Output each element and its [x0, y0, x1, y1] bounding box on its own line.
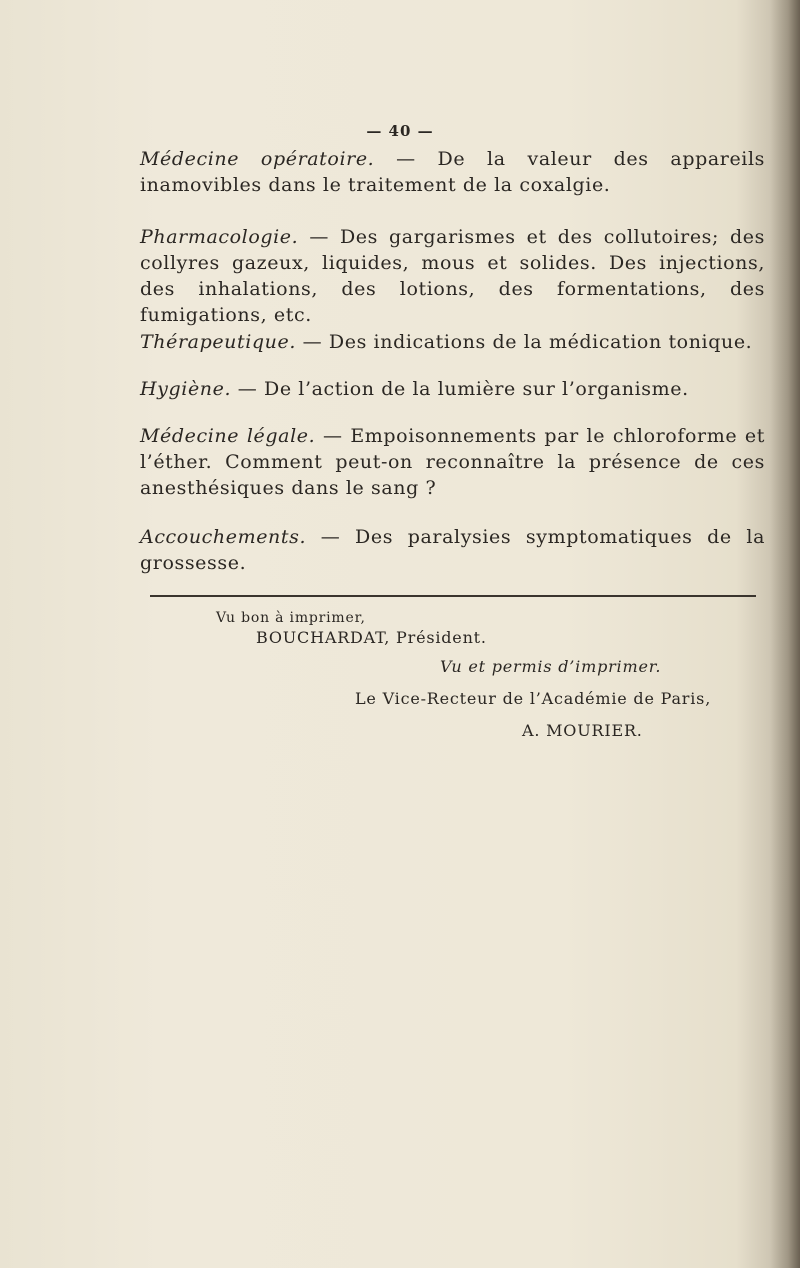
section-text: — Empoisonnements par le chloroforme et l’éther. Comment peut-on reconnaître la présence de ces anesthésiques dans le sang ?	[140, 425, 765, 499]
section-heading: Accouchements.	[140, 526, 307, 548]
section-text: — De la valeur des appareils inamovibles dans le traitement de la coxalgie.	[140, 148, 765, 196]
section-heading: Médecine opératoire.	[140, 148, 375, 170]
section-text: — Des paralysies symptomatiques de la grossesse.	[140, 526, 765, 574]
vice-recteur: Le Vice-Recteur de l’Académie de Paris,	[355, 689, 712, 708]
page-number: — 40 —	[366, 122, 434, 140]
page-edge-shadow	[770, 0, 800, 1268]
section-text: — Des gargarismes et des collutoires; des collyres gazeux, liquides, mous et solides. Des injections, des inhalations, des lotions, des formentations, des fumigations, etc.	[140, 226, 765, 326]
horizontal-rule	[150, 595, 756, 597]
section-heading: Médecine légale.	[140, 425, 316, 447]
vu-et-permis: Vu et permis d’imprimer.	[440, 657, 662, 676]
section-medecine-operatoire	[140, 146, 765, 198]
section-accouchements	[140, 524, 765, 576]
section-pharmacologie	[140, 224, 765, 328]
section-hygiene	[140, 376, 765, 402]
section-heading: Pharmacologie.	[140, 226, 299, 248]
section-heading: Hygiène.	[140, 378, 232, 400]
bon-a-imprimer: Vu bon à imprimer,	[216, 610, 366, 626]
section-therapeutique	[140, 329, 765, 355]
section-medecine-legale	[140, 423, 765, 501]
rector-signature: A. MOURIER.	[522, 721, 643, 740]
president-signature: BOUCHARDAT, Président.	[256, 628, 487, 647]
section-heading: Thérapeutique.	[140, 331, 297, 353]
section-text: — De l’action de la lumière sur l’organisme.	[231, 378, 689, 400]
section-text: — Des indications de la médication tonique.	[296, 331, 753, 353]
